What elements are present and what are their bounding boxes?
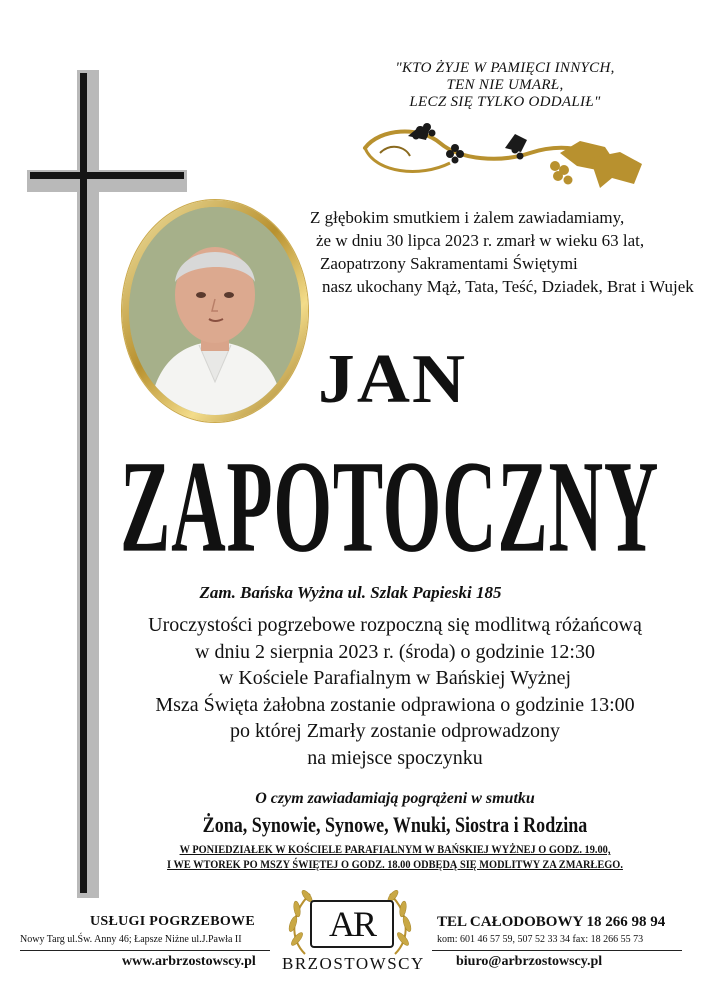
ceremony-line-2: w dniu 2 sierpnia 2023 r. (środa) o godzinie 12:30 bbox=[195, 640, 595, 663]
intro-line-2: że w dniu 30 lipca 2023 r. zmarł w wieku 63 lat, bbox=[316, 231, 645, 250]
mourners-intro: O czym zawiadamiają pogrążeni w smutku bbox=[255, 790, 535, 807]
footer-divider-left bbox=[20, 950, 270, 951]
ceremony-line-5: po której Zmarły zostanie odprowadzony bbox=[230, 720, 560, 742]
intro-line-4: nasz ukochany Mąż, Tata, Teść, Dziadek, Brat i Wujek bbox=[322, 277, 694, 296]
funeral-services-title: USŁUGI POGRZEBOWE bbox=[90, 914, 255, 929]
deceased-surname: ZAPOTOCZNY bbox=[120, 434, 660, 580]
logo-company-name: BRZOSTOWSCY bbox=[282, 954, 425, 973]
ceremony-details bbox=[100, 612, 690, 771]
deceased-address: Zam. Bańska Wyżna ul. Szlak Papieski 185 bbox=[199, 583, 502, 602]
email-link[interactable]: biuro@arbrzostowscy.pl bbox=[456, 954, 603, 969]
deceased-first-name: JAN bbox=[318, 341, 468, 418]
cross-horizontal-beam bbox=[30, 172, 184, 179]
prayer-line-1: W PONIEDZIAŁEK W KOŚCIELE PARAFIALNYM W BAŃSKIEJ WYŻNEJ O GODZ. 19.00, bbox=[179, 844, 611, 856]
memorial-quote bbox=[340, 60, 670, 111]
prayer-line-2: I WE WTOREK PO MSZY ŚWIĘTEJ O GODZ. 18.00 ODBĘDĄ SIĘ MODLITWY ZA ZMARŁEGO. bbox=[167, 859, 623, 871]
grape-vine-ornament-icon bbox=[360, 118, 650, 198]
intro-line-1: Z głębokim smutkiem i żalem zawiadamiamy, bbox=[310, 208, 625, 227]
announcement-intro bbox=[300, 206, 694, 298]
quote-line-2: TEN NIE UMARŁ, bbox=[446, 77, 564, 93]
website-link[interactable]: www.arbrzostowscy.pl bbox=[122, 954, 256, 969]
prayer-schedule bbox=[110, 843, 680, 873]
ceremony-line-3: w Kościele Parafialnym w Bańskiej Wyżnej bbox=[218, 667, 572, 689]
ceremony-line-6: na miejsce spoczynku bbox=[307, 746, 483, 769]
funeral-services-address: Nowy Targ ul.Św. Anny 46; Łapsze Niżne ul.J.Pawła II bbox=[20, 934, 242, 945]
ceremony-line-4: Msza Święta żałobna zostanie odprawiona o godzinie 13:00 bbox=[155, 693, 635, 716]
logo-initials: AR bbox=[310, 900, 394, 948]
quote-line-1: "KTO ŻYJE W PAMIĘCI INNYCH, bbox=[395, 60, 615, 76]
quote-line-3: LECZ SIĘ TYLKO ODDALIŁ" bbox=[409, 94, 601, 110]
mourners-names: Żona, Synowie, Synowe, Wnuki, Siostra i Rodzina bbox=[202, 812, 588, 837]
cross-vertical-beam bbox=[80, 73, 87, 893]
intro-line-3: Zaopatrzony Sakramentami Świętymi bbox=[320, 254, 578, 273]
ceremony-line-1: Uroczystości pogrzebowe rozpoczną się modlitwą różańcową bbox=[148, 614, 642, 636]
other-phones: kom: 601 46 57 59, 507 52 33 34 fax: 18 266 55 73 bbox=[437, 934, 644, 945]
footer-divider-right bbox=[432, 950, 682, 951]
deceased-portrait bbox=[129, 207, 301, 415]
phone-24h: TEL CAŁODOBOWY 18 266 98 94 bbox=[437, 914, 666, 930]
